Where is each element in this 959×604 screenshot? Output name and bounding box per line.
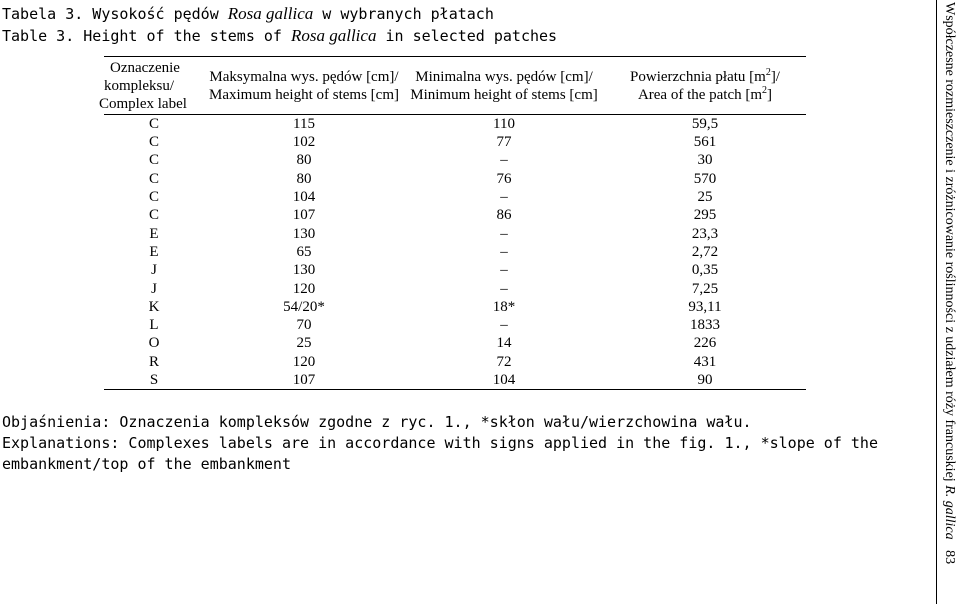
cell-max-height: 25 (296, 335, 312, 352)
cell-patch-area: 2,72 (691, 243, 719, 260)
notes-polish: Objaśnienia: Oznaczenia kompleksów zgodne z ryc. 1., *skłon wału/wierzchowina wału. (2, 413, 752, 431)
running-head-species: R. gallica (942, 485, 957, 540)
cell-min-height: 104 (492, 371, 516, 388)
table-row (104, 316, 806, 334)
cell-max-height: 107 (292, 207, 316, 224)
cell-min-height: 77 (496, 134, 512, 151)
cell-max-height: 65 (296, 243, 312, 260)
cell-complex-label: C (148, 207, 159, 224)
cell-min-height: 14 (496, 335, 512, 352)
table-row (104, 243, 806, 261)
caption-polish-species: Rosa gallica (227, 4, 314, 23)
cell-max-height: 130 (292, 262, 316, 279)
header-min-height (404, 57, 604, 115)
cell-min-height: 76 (496, 170, 512, 187)
cell-max-height: 120 (292, 280, 316, 297)
cell-min-height: – (500, 152, 508, 169)
table-row (104, 261, 806, 279)
cell-max-height: 107 (292, 371, 316, 388)
running-head (939, 2, 959, 564)
header-patch-area-pl-end: ]/ (770, 68, 780, 85)
caption-english (2, 25, 557, 47)
header-patch-area-pl-sup: 2 (765, 66, 771, 78)
cell-patch-area: 7,25 (691, 280, 719, 297)
cell-patch-area: 93,11 (688, 298, 722, 315)
header-complex-label-pl1: Oznaczenie (110, 59, 180, 76)
cell-min-height: 18* (492, 298, 516, 315)
table-row (104, 151, 806, 169)
table-header (99, 57, 806, 115)
cell-patch-area: 30 (697, 152, 713, 169)
table-row (104, 224, 806, 242)
header-patch-area-pl (604, 68, 806, 86)
cell-min-height: – (500, 280, 508, 297)
table-row (104, 170, 806, 188)
header-patch-area-en (604, 86, 806, 104)
header-patch-area (604, 57, 806, 115)
cell-patch-area: 570 (693, 170, 717, 187)
stem-height-table (99, 56, 806, 390)
cell-max-height: 102 (292, 134, 316, 151)
cell-max-height: 80 (296, 170, 312, 187)
header-patch-area-pl-text: Powierzchnia płatu [m (630, 68, 766, 85)
header-complex-label (99, 57, 204, 115)
cell-max-height: 104 (292, 189, 316, 206)
caption-english-species: Rosa gallica (290, 26, 377, 45)
cell-patch-area: 1833 (690, 317, 720, 334)
cell-complex-label: E (149, 225, 159, 242)
cell-complex-label: C (148, 134, 159, 151)
cell-complex-label: J (151, 280, 157, 297)
cell-complex-label: K (148, 298, 160, 315)
running-head-sidebar (936, 0, 959, 604)
cell-patch-area: 23,3 (691, 225, 719, 242)
cell-min-height: 86 (496, 207, 512, 224)
table-row (104, 298, 806, 316)
cell-complex-label: C (148, 189, 159, 206)
table-row (104, 206, 806, 224)
cell-patch-area: 561 (693, 134, 717, 151)
cell-complex-label: C (148, 170, 159, 187)
cell-min-height: – (500, 262, 508, 279)
caption-polish-suffix: w wybranych płatach (313, 5, 494, 23)
table-row (104, 279, 806, 297)
cell-patch-area: 226 (693, 335, 717, 352)
table-caption (2, 3, 557, 47)
cell-min-height: – (500, 317, 508, 334)
cell-min-height: – (500, 225, 508, 242)
header-row (104, 57, 806, 115)
cell-min-height: 110 (493, 116, 515, 132)
table-row (104, 115, 806, 134)
cell-patch-area: 431 (693, 353, 717, 370)
header-max-height-en: Maximum height of stems [cm] (209, 86, 399, 103)
cell-min-height: – (500, 243, 508, 260)
caption-english-prefix: Table 3. Height of the stems of (2, 27, 291, 45)
cell-complex-label: J (151, 262, 157, 279)
header-patch-area-en-sup: 2 (762, 84, 768, 96)
table-notes (2, 412, 912, 475)
page-number: 83 (942, 550, 957, 565)
caption-polish-prefix: Tabela 3. Wysokość pędów (2, 5, 228, 23)
header-complex-label-en: Complex label (99, 95, 187, 112)
table-row (104, 371, 806, 390)
cell-patch-area: 295 (693, 207, 717, 224)
caption-english-suffix: in selected patches (376, 27, 558, 45)
cell-max-height: 115 (293, 116, 315, 132)
header-min-height-pl: Minimalna wys. pędów [cm]/ (415, 68, 593, 85)
running-head-spacer (942, 540, 957, 551)
running-head-text: Współczesne rozmieszczenie i zróżnicowanie roślinności z udziałem róży francuskiej (942, 2, 957, 486)
cell-patch-area: 59,5 (691, 116, 719, 132)
notes-english: Explanations: Complexes labels are in accordance with signs applied in the fig. 1., *slope of the embankment/top of the embankment (2, 434, 878, 473)
table-body (104, 115, 806, 390)
cell-patch-area: 0,35 (691, 262, 719, 279)
header-min-height-en: Minimum height of stems [cm] (410, 86, 598, 103)
cell-complex-label: O (148, 335, 160, 352)
cell-min-height: – (500, 189, 508, 206)
cell-patch-area: 25 (697, 189, 713, 206)
cell-complex-label: C (148, 116, 159, 132)
table-row (104, 334, 806, 352)
header-complex-label-pl2: kompleksu/ (104, 77, 174, 94)
table-row (104, 133, 806, 151)
cell-min-height: 72 (496, 353, 512, 370)
table-row (104, 353, 806, 371)
cell-max-height: 130 (292, 225, 316, 242)
cell-complex-label: C (148, 152, 159, 169)
cell-max-height: 70 (296, 317, 312, 334)
cell-max-height: 80 (296, 152, 312, 169)
cell-complex-label: R (148, 353, 159, 370)
cell-patch-area: 90 (697, 371, 713, 388)
table-row (104, 188, 806, 206)
cell-complex-label: E (149, 243, 159, 260)
cell-complex-label: S (149, 371, 159, 388)
caption-polish (2, 3, 557, 25)
header-max-height-pl: Maksymalna wys. pędów [cm]/ (209, 68, 399, 85)
header-max-height (204, 57, 404, 115)
header-patch-area-en-text: Area of the patch [m (637, 86, 763, 103)
cell-complex-label: L (149, 317, 159, 334)
cell-max-height: 120 (292, 353, 316, 370)
cell-max-height: 54/20* (283, 298, 325, 315)
header-patch-area-en-end: ] (767, 86, 773, 103)
